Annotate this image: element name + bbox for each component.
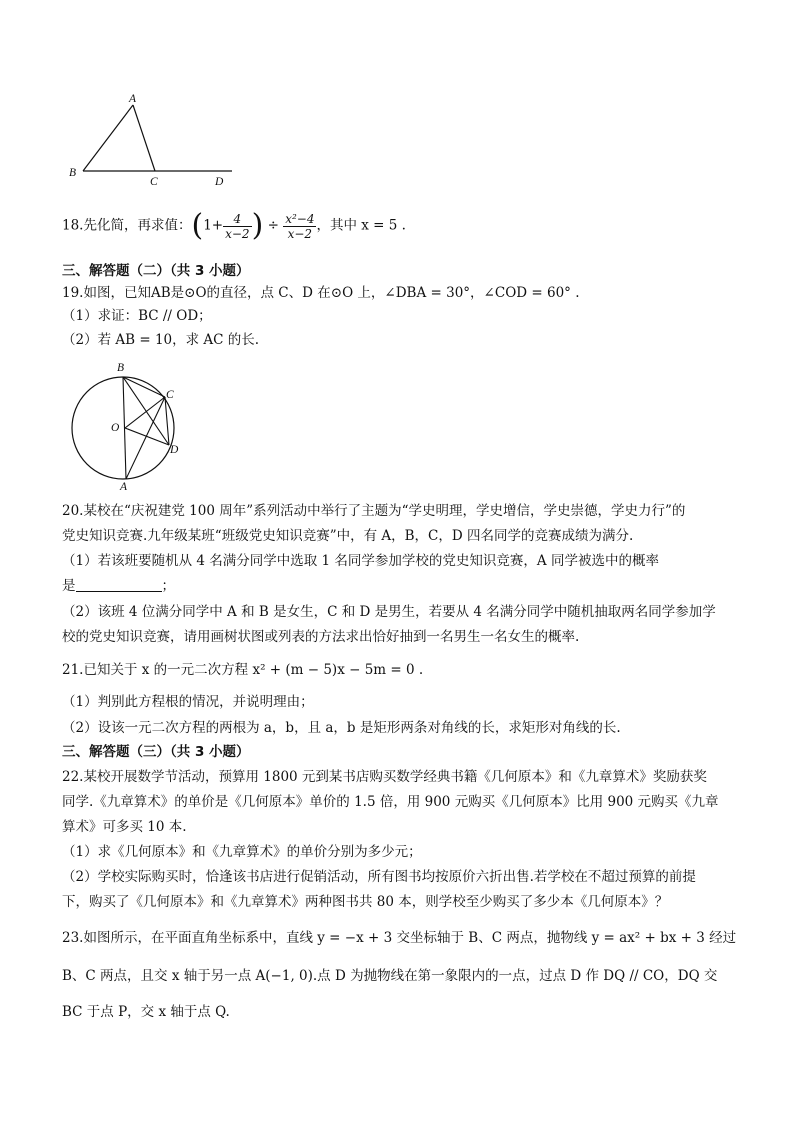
fraction-2-num: x²−4 <box>285 211 315 226</box>
point-label-d: D <box>215 176 224 188</box>
right-paren: ) <box>251 208 264 243</box>
triangle-figure <box>62 88 242 188</box>
point-label-d: D <box>170 444 179 456</box>
q19-stem: 19.如图，已知AB是⊙O的直径，点 C、D 在⊙O 上，∠DBA = 30°，∠COD = 60° . <box>62 285 580 301</box>
q19-part-2: （2）若 AB = 10，求 AC 的长. <box>62 332 260 348</box>
q18-div: ÷ <box>267 217 279 234</box>
segment-ab <box>83 105 133 171</box>
q20-line-6: 校的党史知识竞赛，请用画树状图或列表的方法求出恰好抽到一名男生一名女生的概率. <box>62 629 580 645</box>
fraction-1-num: 4 <box>223 212 251 227</box>
point-label-b: B <box>69 167 77 179</box>
segment-ac <box>133 105 155 171</box>
q20-line-2: 党史知识竞赛.九年级某班“班级党史知识竞赛”中，有 A，B，C，D 四名同学的竞赛成绩为满分. <box>62 528 634 544</box>
q21-part-1: （1）判别此方程根的情况，并说明理由； <box>62 694 314 710</box>
point-label-c: C <box>166 389 174 401</box>
q19-part-1: （1）求证：BC // OD； <box>62 308 212 324</box>
q20-line-3: （1）若该班要随机从 4 名满分同学中选取 1 名同学参加学校的党史知识竞赛，A 同学被选中的概率 <box>62 553 659 569</box>
q22-line-3: 算术》可多买 10 本. <box>62 819 187 835</box>
point-label-a: A <box>129 93 137 105</box>
point-label-c: C <box>150 176 158 188</box>
q22-part-2b: 下，购买了《几何原本》和《九章算术》两种图书共 80 本，则学校至少购买了多少本《几何原本》？ <box>62 894 669 910</box>
fraction-2-den: x−2 <box>287 226 313 241</box>
fraction-1-den: x−2 <box>225 226 250 241</box>
segment-bd <box>123 377 169 445</box>
answer-blank[interactable] <box>76 578 162 592</box>
q22-part-2a: （2）学校实际购买时，恰逢该书店进行促销活动，所有图书均按原价六折出售.若学校在不超过预算的前提 <box>62 869 696 885</box>
circle-figure <box>62 358 202 493</box>
question-18 <box>62 208 406 243</box>
segment-od <box>125 428 169 445</box>
q18-one-plus: 1+ <box>203 217 224 234</box>
segment-oc <box>125 397 165 428</box>
section-2-heading: 三、解答题（二）（共 3 小题） <box>62 263 250 279</box>
q18-prefix: 18.先化简，再求值： <box>62 217 192 234</box>
q22-line-1: 22.某校开展数学节活动，预算用 1800 元到某书店购买数学经典书籍《几何原本》和《九章算术》奖励获奖 <box>62 769 707 785</box>
q22-line-2: 同学.《九章算术》的单价是《几何原本》单价的 1.5 倍，用 900 元购买《几何原本》比用 900 元购买《九章 <box>62 794 719 810</box>
q20-line-4 <box>62 577 175 595</box>
point-label-b: B <box>117 362 125 374</box>
point-label-o: O <box>111 422 120 434</box>
q21-stem: 21.已知关于 x 的一元二次方程 x² + (m − 5)x − 5m = 0 . <box>62 662 424 678</box>
section-3-heading: 三、解答题（三）（共 3 小题） <box>62 744 250 760</box>
q18-suffix: ，其中 x = 5 . <box>316 217 406 234</box>
q21-part-2: （2）设该一元二次方程的两根为 a，b，且 a，b 是矩形两条对角线的长，求矩形对角线的长. <box>62 720 621 736</box>
q20-line-4-end: ； <box>161 578 175 594</box>
left-paren: ( <box>191 208 204 243</box>
point-label-a: A <box>120 481 128 493</box>
q20-line-4-start: 是 <box>62 578 76 594</box>
q23-line-2: B、C 两点，且交 x 轴于另一点 A(−1, 0).点 D 为抛物线在第一象限内的一点，过点 D 作 DQ // CO，DQ 交 <box>62 968 718 984</box>
q20-line-5: （2）该班 4 位满分同学中 A 和 B 是女生，C 和 D 是男生，若要从 4 名满分同学中随机抽取两名同学参加学 <box>62 604 716 620</box>
q20-line-1: 20.某校在“庆祝建党 100 周年”系列活动中举行了主题为“学史明理，学史增信，学史崇德，学史力行”的 <box>62 503 686 519</box>
q22-part-1: （1）求《几何原本》和《九章算术》的单价分别为多少元； <box>62 844 422 860</box>
fraction-2 <box>283 212 316 241</box>
q23-line-1: 23.如图所示，在平面直角坐标系中，直线 y = −x + 3 交坐标轴于 B、C 两点，抛物线 y = ax² + bx + 3 经过 <box>62 930 737 946</box>
q23-line-3: BC 于点 P，交 x 轴于点 Q. <box>62 1004 230 1020</box>
fraction-1 <box>223 212 251 241</box>
